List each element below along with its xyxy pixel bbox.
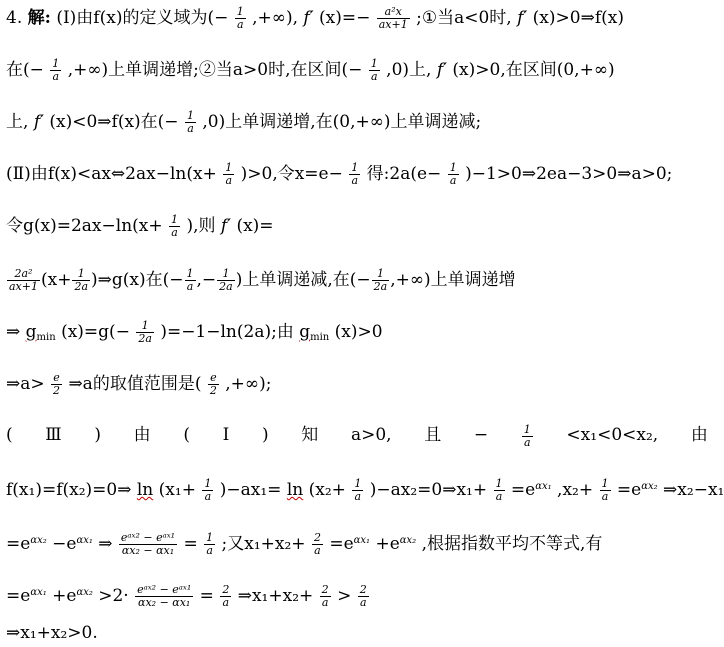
text: f(x₁)=f(x₂)=0⇒ xyxy=(6,480,132,500)
text: )>0,令x=e− xyxy=(240,164,343,184)
text: (x₁+ xyxy=(158,480,196,500)
text: ,0)上, xyxy=(386,60,432,80)
text: =e xyxy=(6,534,31,554)
fraction: $\frac{1}{2a}$ xyxy=(373,267,388,293)
text: <x₁<0<x₂, xyxy=(566,425,659,445)
text: 由 xyxy=(690,425,708,445)
derivative-symbol: f′ xyxy=(436,60,447,80)
text: ⇒a的取值范围是( xyxy=(68,374,202,394)
text: ),则 xyxy=(186,216,216,236)
text: (x)= xyxy=(236,216,274,236)
text: ) xyxy=(94,425,101,445)
text: > xyxy=(337,586,352,606)
text: 由 xyxy=(133,425,151,445)
fraction: $\frac{1}{a}$ xyxy=(236,5,244,31)
exponent: αx₁ xyxy=(535,481,552,492)
line-9 xyxy=(6,424,708,449)
line-13 xyxy=(6,622,708,644)
text: 知 xyxy=(301,425,319,445)
line-4 xyxy=(6,162,708,187)
text: =e xyxy=(6,586,31,606)
derivative-symbol: f′ xyxy=(33,112,44,132)
exponent: αx₂ xyxy=(399,535,417,546)
line-5 xyxy=(6,214,708,239)
fraction: $\frac{2}{a}$ xyxy=(222,583,230,609)
text: +e xyxy=(52,586,77,606)
fraction: $\frac{1}{a}$ xyxy=(186,109,194,135)
derivative-symbol: f′ xyxy=(303,8,314,28)
text: 在(− xyxy=(6,60,44,80)
fraction: $\frac{e}{2}$ xyxy=(209,371,217,397)
fraction: $\frac{1}{a}$ xyxy=(171,213,179,239)
text: Ⅰ xyxy=(222,425,230,445)
text: ⇒x₂−x₁ xyxy=(663,480,724,500)
text: (Ⅰ)由f(x)的定义域为(− xyxy=(56,8,229,28)
text: ) xyxy=(261,425,269,445)
problem-number: 4. xyxy=(6,8,23,28)
text: ⇒ xyxy=(98,534,113,554)
fraction: $\frac{1}{a}$ xyxy=(354,477,362,503)
fraction: $\frac{1}{a}$ xyxy=(495,477,503,503)
line-11 xyxy=(6,530,708,557)
exponent: αx₂ xyxy=(30,535,47,546)
text: 上, xyxy=(6,112,29,132)
line-3 xyxy=(6,110,708,135)
text: − xyxy=(473,425,489,445)
fraction: $\frac{2}{a}$ xyxy=(313,531,321,557)
exponent: αx₁ xyxy=(353,535,371,546)
fraction: $\frac{1}{2a}$ xyxy=(138,319,152,345)
text: )=−1−ln(2a);由 xyxy=(160,322,294,342)
text: ⇒x₁+x₂+ xyxy=(237,586,314,606)
text: )−ax₂=0⇒x₁+ xyxy=(369,480,488,500)
line-2 xyxy=(6,58,708,83)
text: ;①当a<0时, xyxy=(416,8,512,28)
text: ,根据指数平均不等式,有 xyxy=(421,534,603,554)
fraction: $\frac{1}{a}$ xyxy=(52,57,60,83)
fraction: $\frac{1}{a}$ xyxy=(186,267,194,293)
ln: ln xyxy=(136,480,154,500)
text: = xyxy=(183,534,198,554)
solution-label: 解: xyxy=(27,8,51,28)
text: ⇒a> xyxy=(6,374,45,394)
g-min: $g_{min}$ xyxy=(25,322,56,343)
text: +e xyxy=(375,534,400,554)
line-12 xyxy=(6,582,708,609)
derivative-symbol: f′ xyxy=(517,8,528,28)
g-min: $g_{min}$ xyxy=(299,322,330,343)
text: = xyxy=(199,586,214,606)
fraction: $\frac{e}{2}$ xyxy=(53,371,61,397)
fraction: $\frac{\text{eᵃˣ² − eᵃˣ¹}}{\text{αx₂ − αx₁}}$ xyxy=(120,531,176,557)
text: (x)>0⇒f(x) xyxy=(532,8,624,28)
text: (x)=g(− xyxy=(61,322,130,342)
text: ( xyxy=(6,425,13,445)
fraction: $\frac{1}{a}$ xyxy=(601,477,609,503)
line-8 xyxy=(6,372,708,397)
text: ( xyxy=(183,425,190,445)
exponent: αx₁ xyxy=(30,587,47,598)
text: Ⅲ xyxy=(45,425,62,445)
fraction: $\frac{1}{2a}$ xyxy=(219,267,233,293)
fraction: $\frac{1}{a}$ xyxy=(225,161,233,187)
derivative-symbol: f′ xyxy=(220,216,232,236)
text: ⇒x₁+x₂>0. xyxy=(6,623,98,643)
fraction: $\frac{1}{a}$ xyxy=(204,477,212,503)
text: =e xyxy=(510,480,536,500)
text: ,+∞), xyxy=(252,8,299,28)
fraction: $\frac{1}{a}$ xyxy=(351,161,359,187)
text: )−1>0⇒2ea−3>0⇒a>0; xyxy=(465,164,673,184)
text: −e xyxy=(52,534,77,554)
text: >2· xyxy=(98,586,129,606)
text: (x)>0 xyxy=(334,322,383,342)
text: =e xyxy=(616,480,642,500)
text: (x)=− xyxy=(318,8,371,28)
line-7 xyxy=(6,320,708,349)
text: 且 xyxy=(424,425,442,445)
text: (x₂+ xyxy=(308,480,346,500)
exponent: αx₁ xyxy=(76,535,93,546)
text: ,x₂+ xyxy=(557,480,594,500)
text: 令g(x)=2ax−ln(x+ xyxy=(6,216,163,236)
text: (x)<0⇒f(x)在(− xyxy=(49,112,179,132)
text: (x)>0,在区间(0,+∞) xyxy=(452,60,615,80)
seg: $\frac{\text{2a²}}{ax+1}$ (x+ $\frac{1}{2a}$ )⇒g(x)在(− $\frac{1}{a}$ ,− $\frac{1}{2a}$ )上单调递减,在(− $\frac{1}{2a}$ ,+∞)上单调递增 xyxy=(9,267,516,293)
text: 得:2a(e− xyxy=(366,164,442,184)
fraction: $\frac{\text{2a²}}{ax+1}$ xyxy=(9,267,38,293)
text: ,0)上单调递增,在(0,+∞)上单调递减; xyxy=(202,112,482,132)
text: ⇒ xyxy=(6,322,21,342)
text: ,+∞)上单调递增;②当a>0时,在区间(− xyxy=(67,60,363,80)
fraction: $\frac{2}{a}$ xyxy=(359,583,367,609)
fraction: $\frac{1}{2a}$ xyxy=(74,267,89,293)
fraction: $\frac{1}{a}$ xyxy=(523,423,531,449)
line-6 xyxy=(6,268,708,293)
text: ,+∞); xyxy=(225,374,272,394)
fraction: $\frac{\text{eᵃˣ² − eᵃˣ¹}}{\text{αx₂ − αx₁}}$ xyxy=(137,583,192,609)
fraction: $\frac{1}{a}$ xyxy=(370,57,378,83)
exponent: αx₂ xyxy=(641,481,658,492)
ln: ln xyxy=(286,480,304,500)
text: =e xyxy=(329,534,354,554)
text: a>0, xyxy=(350,425,392,445)
fraction: $\frac{1}{a}$ xyxy=(206,531,214,557)
fraction: $\frac{2}{a}$ xyxy=(321,583,329,609)
exponent: αx₂ xyxy=(76,587,93,598)
fraction: $\frac{\text{a²x}}{ax+1}$ xyxy=(378,5,408,31)
text: (Ⅱ)由f(x)<ax⇔2ax−ln(x+ xyxy=(6,164,217,184)
line-10 xyxy=(6,476,724,503)
text: ;又x₁+x₂+ xyxy=(221,534,306,554)
text: )−ax₁= xyxy=(219,480,282,500)
line-1 xyxy=(6,6,708,31)
fraction: $\frac{1}{a}$ xyxy=(449,161,457,187)
